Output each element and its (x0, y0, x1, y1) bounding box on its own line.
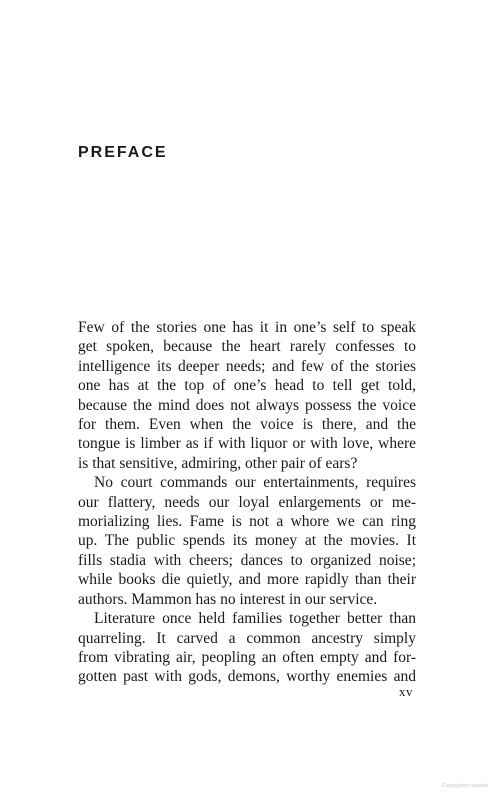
text-line: our flattery, needs our loyal enlargements or me- (78, 493, 416, 511)
text-line: tongue is limber as if with liquor or with love, where (78, 435, 416, 453)
text-line: up. The public spends its money at the movies. It (78, 532, 416, 550)
text-line: because the mind does not always possess the voice (78, 396, 416, 414)
text-line: authors. Mammon has no interest in our service. (78, 590, 378, 608)
chapter-heading: PREFACE (78, 144, 168, 161)
paragraph (78, 609, 416, 687)
text-line: No court commands our entertainments, requires (94, 474, 416, 492)
text-line: fills stadia with cheers; dances to organized noise; (78, 551, 416, 569)
text-line: morializing lies. Fame is not a whore we can ring (78, 513, 416, 531)
text-line: from vibrating air, peopling an often empty and for- (78, 648, 416, 666)
text-line: quarreling. It carved a common ancestry simply (78, 629, 416, 647)
copyright-watermark: Copyrighted material (441, 783, 488, 789)
page-number: xv (399, 684, 413, 699)
paragraph (78, 473, 416, 609)
paragraph (78, 318, 416, 473)
text-line: is that sensitive, admiring, other pair of ears? (78, 454, 358, 472)
text-line: one has at the top of one’s head to tell get told, (78, 377, 416, 395)
text-line: get spoken, because the heart rarely confesses to (78, 338, 416, 356)
text-line: Literature once held families together better than (94, 610, 416, 628)
preface-body (78, 318, 416, 687)
text-line: for them. Even when the voice is there, and the (78, 416, 416, 434)
text-line: intelligence its deeper needs; and few of the stories (78, 357, 416, 375)
text-line: while books die quietly, and more rapidly than their (78, 571, 416, 589)
text-line: gotten past with gods, demons, worthy enemies and (78, 668, 416, 686)
text-line: Few of the stories one has it in one’s self to speak (78, 319, 416, 336)
